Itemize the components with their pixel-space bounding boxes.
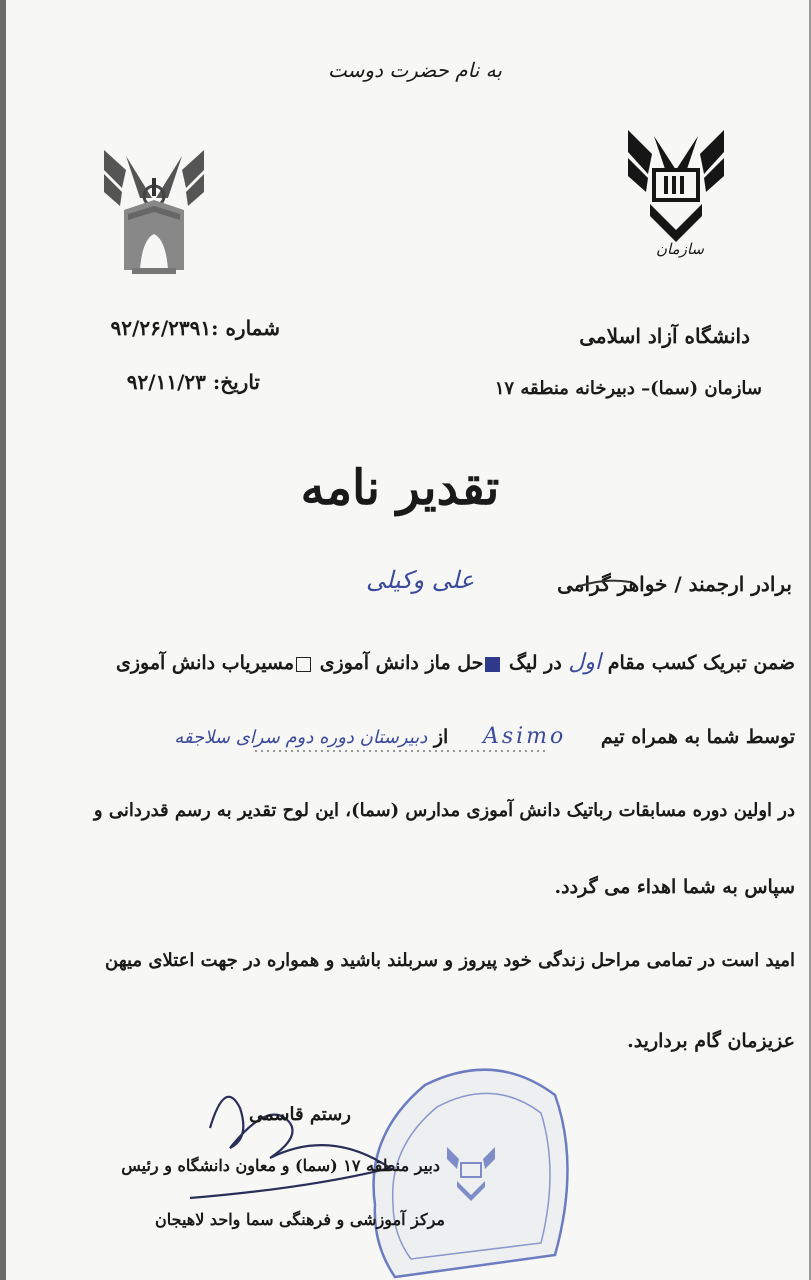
body-line-2 — [30, 724, 795, 749]
basmala: به نام حضرت دوست — [328, 58, 502, 82]
organization-name: سازمان (سما)– دبیرخانه منطقه ۱۷ — [494, 378, 762, 399]
body-line-5: امید است در تمامی مراحل زندگی خود پیروز و سربلند باشید و همواره در جهت اعتلای میهن — [105, 950, 795, 971]
team-name: Asimo — [482, 724, 567, 749]
line1-option1: حل ماز دانش آموزی — [319, 652, 484, 674]
salutation: برادر ارجمند / خواهر گرامی — [557, 572, 792, 596]
line2-part2: از — [433, 726, 449, 748]
body-line-6: عزیزمان گام بردارید. — [627, 1030, 795, 1052]
signer-role: دبیر منطقه ۱۷ (سما) و معاون دانشگاه و رئیس — [121, 1156, 440, 1175]
line1-option2: مسیریاب دانش آموزی — [115, 652, 295, 674]
signer-name: رستم قاسمی — [248, 1104, 352, 1125]
handwritten-signature — [150, 1068, 420, 1208]
line1-part2: در لیگ — [509, 652, 562, 674]
checkbox-maze-checked — [485, 657, 500, 672]
strike-mark — [578, 576, 632, 590]
letter-number: شماره :۹۲/۲۶/۲۳۹۱ — [110, 316, 280, 340]
recipient-name: علی وکیلی — [365, 566, 475, 594]
body-line-3: در اولین دوره مسابقات رباتیک دانش آموزی مدارس (سما)، این لوح تقدیر به رسم قدردانی و — [93, 800, 795, 821]
checkbox-pathfinder — [296, 657, 311, 672]
body-line-1 — [30, 650, 795, 675]
letter-date: تاریخ: ۹۲/۱۱/۲۳ — [126, 370, 260, 394]
body-line-4: سپاس به شما اهداء می گردد. — [554, 876, 795, 898]
certificate-title: تقدیر نامه — [300, 460, 500, 516]
line1-part1: ضمن تبریک کسب مقام — [607, 652, 795, 674]
university-name: دانشگاه آزاد اسلامی — [579, 324, 750, 348]
line2-part1: توسط شما به همراه تیم — [600, 726, 795, 748]
signer-center: مرکز آموزشی و فرهنگی سما واحد لاهیجان — [155, 1210, 445, 1229]
logo-caption: سازمان — [655, 240, 704, 258]
scan-edge-left — [0, 0, 6, 1280]
line1-rank: اول — [568, 650, 602, 675]
university-logo-icon — [104, 148, 204, 278]
school-name: دبیرستان دوره دوم سرای سلاجقه — [174, 727, 428, 748]
dotted-underline — [255, 748, 545, 754]
